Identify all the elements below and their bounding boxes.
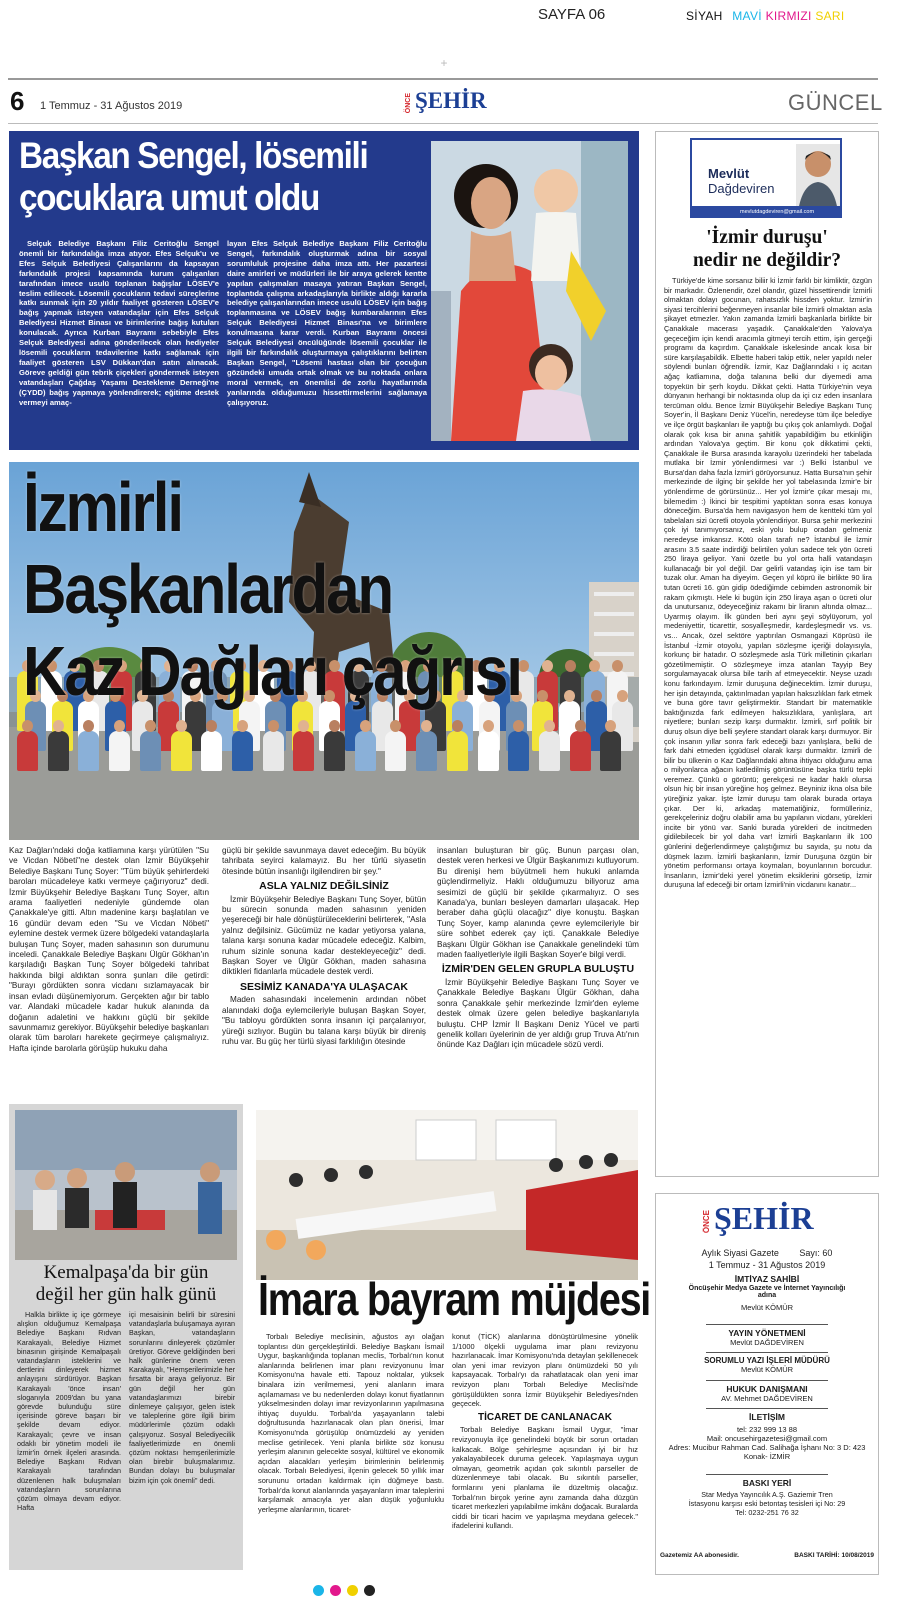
title-line-1: İzmirli Başkanlardan: [23, 468, 393, 628]
imprint-rule-5: [706, 1474, 828, 1475]
author-email[interactable]: mevlutdagdeviren@gmail.com: [740, 209, 815, 215]
imprint-editor: [656, 1328, 878, 1347]
crowd-person-body: [416, 731, 437, 771]
crowd-person-head: [237, 720, 248, 732]
author-name-line-1: Mevlüt: [708, 166, 750, 181]
logo-small-text: ÖNCE: [405, 93, 412, 114]
crowd-person-body: [478, 731, 499, 771]
author-name-line-2: Dağdeviren: [708, 181, 775, 196]
kaz-daglari-col1: [9, 846, 209, 1096]
column-title: [660, 226, 874, 272]
sengel-photo-illustration: [431, 141, 628, 441]
kaz-sub-1: ASLA YALNIZ DEĞİLSİNİZ: [259, 880, 389, 893]
dot-yellow: [347, 1585, 358, 1596]
torbali-photo-illustration: [256, 1110, 638, 1280]
page-label: SAYFA 06: [538, 6, 606, 23]
crowd-person-head: [575, 720, 586, 732]
crowd-person-head: [483, 720, 494, 732]
owner-org: Öncüşehir Medya Gazete ve İnternet Yayıncılığı adına: [688, 1285, 846, 1299]
kemalpasa-title: [13, 1262, 239, 1306]
crowd-person-body: [78, 731, 99, 771]
torbali-col2-text-b: Torbalı Belediye Başkanı İsmail Uygur, "İmar revizyonuyla ilçe genelindeki büyük bir sorun ortadan kalkacak. Bölge şehirleşme açısından iyi bir hız yakalayabilecek duruma gelecek. Yapılaşmaya uygun olmayan, geometrik açıdan çok sıkıntılı parseller de düzenlenmeye tabi olacak. Bu sıkıntılı parseller, formlarını yeni planlama ile düzeltmiş olacağız. Torbalı'nın birçok yerine aynı zamanda daha düzgün ticaret merkezleri yapılabilme imkânı doğacak. Buralarda ciddi bir ticari hacim ve yapılaşma meydana gelecek." ifadelerini kullandı.: [452, 1425, 638, 1531]
imprint-managing: [656, 1356, 878, 1374]
kaz-col2-text-a: güçlü bir şekilde savunmaya davet edeceğim. Bu büyük tahribata seyirci kalamayız. Bu her türlü siyasetin ötesinde bütün insanlığı ilgilendiren bir şey.": [222, 846, 426, 876]
section-title: GÜNCEL: [788, 90, 883, 115]
imprint-rule-3: [706, 1380, 828, 1381]
crowd-person-body: [293, 731, 314, 771]
header-date: 1 Temmuz - 31 Ağustos 2019: [40, 100, 183, 112]
crowd-person-head: [360, 720, 371, 732]
crowd-person-body: [385, 731, 406, 771]
managing-title: SORUMLU YAZI İŞLERİ MÜDÜRÜ: [704, 1356, 830, 1365]
article-sengel-col2: layan Efes Selçuk Belediye Başkanı Filiz Ceritoğlu Sengel, farkındalık oluşturmak adına bir sosyal sorumluluk projesine daha imza attı. Her pazartesi daire amirleri ve müdürleri ile bir araya gelerek kentte yapılan çalışmaları masaya yatıran Başkan Sengel, toplantıda çalışma arkadaşlarıyla birlikte aldığı kararla belediye çalışanlarından imece usulü LÖSEV için bağış toplanmasına ve LÖSEV bağış kumbaralarının Efes Selçuk Belediyesi Hizmet Binası'na ve birimlere konulmasına karar verdi. Kurban Bayramı öncesi Selçuk Belediyesi öncülüğünde lösemili çocuklar ile ilgili bir farkındalık oluşturmaya çalıştıklarını belirten Başkan Sengel, "Lösemi hastası olan bir çocuğun gözündeki umuda ortak olmak ve bu noktada onlara moral vermek, en önemlisi de zorlu hayatlarında yanlarında olduğumuzu hissettirmelerini sağlamaya çalışıyoruz.: [227, 239, 427, 407]
contact-mail[interactable]: Mail: oncusehirgazetesi@gmail.com: [706, 1434, 828, 1443]
imprint-type-line: [656, 1248, 878, 1258]
article-sengel: [9, 131, 639, 450]
registration-dots: [313, 1585, 375, 1596]
imprint-logo-text: ŞEHİR: [714, 1200, 814, 1236]
crowd-person-body: [508, 731, 529, 771]
kaz-col1-text: Kaz Dağları'ndaki doğa katliamına karşı yürütülen "Su ve Vicdan Nöbeti"ne destek olan İzmir Büyükşehir Belediye Başkanı Tunç Soyer: "Tüm büyük şehirlerdeki baroları mücadeleye katkı vermeye çağırıyoruz" dedi. İzmir Büyükşehir Belediye Başkanı Tunç Soyer, altın arama faaliyetleri nedeniyle gündemde olan Çanakkale'ye gitti. Altın madenine karşı başlatılan ve 16 gündür devam eden "Su ve Vicdan Nöbeti" eylemine destek vermek üzere bölgedeki vatandaşlarla buluşan Tunç Soyer, maden sahasının son durumunu inceledi. Çanakkale Belediye Başkanı Ülgür Gökhan'ın karşıladığı Başkan Tunç Soyer bölgedeki tahribat hakkında bilgi aldıktan sonra şunları dile getirdi: "Burayı gördükten sonra vicdanı sızlamayacak bir insan evladı düşünemiyorum. Gerçekten ağır bir tablo var. Alandaki mücadele kadar hukuk alanında da doğanın adaletini ve hakkını güçlü bir şekilde savunmamız gerekiyor. Büyükşehir belediye başkanları olarak tüm baroları harekete geçirmeye çalışmalıyız. Hafta içinde barolarla görüşüp hukuku daha: [9, 846, 209, 1053]
kaz-sub-3: İZMİR'DEN GELEN GRUPLA BULUŞTU: [441, 963, 635, 976]
header-logo: [405, 88, 495, 116]
header-rule-bottom: [8, 123, 878, 124]
color-marks: [686, 9, 845, 23]
kaz-col2-text-b: İzmir Büyükşehir Belediye Başkanı Tunç Soyer, bütün bu sürecin sonunda maden sahasının yeniden yeşereceği bir hale dönüştürüleceklerini belirterek, "Asla yalnız değilsiniz. Gücümüz ne kadar yetiyorsa yalana, talana karşı sonuna kadar mücadele edeceğiz. Kalbim, ruhum sizinle sonuna kadar destekleyeceğiz" dedi. Başkan Soyer ve Ülgür Gökhan, maden sahasına diktikleri fidanlarla mücadele destek verdi.: [222, 894, 426, 977]
printer-info: Star Medya Yayıncılık A.Ş. Gaziemir Tren İstasyonu karşısı eski betontaş tesisleri içi No: 29 Tel: 0232-251 76 32: [688, 1490, 846, 1517]
imprint-footer: [660, 1552, 874, 1559]
article-sengel-title: [19, 135, 429, 219]
crop-mark-top: +: [440, 56, 448, 70]
imprint-box: [655, 1193, 879, 1575]
torbali-col1: Torbalı Belediye meclisinin, ağustos ayı olağan toplantısı dün gerçekleştirildi. Belediye Başkanı İsmail Uygur, başkanlığında toplanan meclis, Torbalı'nın konut alanlarında belirlenen imar planı revizyonunu İmar Komisyonu'na havale etti. Tapouz noktalar, yüksek binalara izin verilmemesi, yeni alanların imara açılamaması ve bu nedenlerden dolayı konut fiyatlarının yükselmesinden dolayı imar revizyonlarının yapılmasına ihtiyaç duyuldu. Torbalı'da yaşayanların talebi doğrultusunda hazırlanacak olan plan önerisi, İmar Komisyonu'nda görüşülüp önümüzdeki ay yeniden meclise getirilecek. Yeni planla birlikte söz konusu yerleşim alanının gelecekte sosyal, kültürel ve ekonomik açıdan alacakları yerleşim birimlerinin belirlenmiş olacak. Torbalı Belediyesi, ilçenin gelecek 50 yıllık imar sorununu ortadan kaldırmak için düğmeye bastı. Torbalı'da konut alanlarında yaşayanların imar taleplerini karşılamak amacıyla yer alan düşük yoğunluklu yerleşme alanlarının, ticaret-: [258, 1332, 444, 1514]
contact-tel: tel: 232 999 13 88: [736, 1425, 798, 1434]
header-rule-top: [8, 78, 878, 80]
owner-name: Mevlüt KÖMÜR: [740, 1303, 794, 1312]
imprint-rule-1: [706, 1324, 828, 1325]
editor-title: YAYIN YÖNETMENİ: [728, 1328, 806, 1338]
crowd-person-body: [355, 731, 376, 771]
dot-magenta: [330, 1585, 341, 1596]
color-black: SİYAH: [686, 9, 723, 23]
imprint-logo-small: ÖNCE: [702, 1210, 711, 1234]
contact-title: İLETİŞİM: [749, 1412, 785, 1422]
kemalpasa-col1: Halkla birlikte iç içe görmeye alışkın olduğumuz Kemalpaşa Belediye Başkanı Rıdvan Karakayalı, Belediye Hizmet binasının girişinde Kemalpaşalı vatandaşların isteklerini ve dertlerini dinleyerek hizmet anlayışını sürdürüyor. Başkan Karakayalı 'önce insan' sloganıyla 2009'dan bu yana görevde bulunduğu süre içerisinde göreve başarı bir şekilde devam ediyor. Karakayalı; çevre ve insan odaklı bir yönetim modeli ile İzmir'in örnek ilçeleri arasında. Belediye Başkanı Rıdvan Karakayalı tarafından düzenlenen halk buluşmaları vatandaşların sorunlarına çözüm olmaya devam ediyor. Hafta: [17, 1310, 121, 1513]
kemalpasa-col2: içi mesaisinin belirli bir süresini vatandaşlarla buluşamaya ayıran Başkan, vatandaşların sorunlarını dinleyerek çözümler üretiyor. Göreve geldiğinden beri halk günlerine önem veren Karakayalı, "Hemşerilerimizle her fırsatta bir araya geliyoruz. Bir gün değil her gün vatandaşlarımızı birebir dinlemeye çalışıyor, gelen istek ve taleplerine göre ilgili birim müdürlerimle çözüm odaklı çalışıyoruz. Sosyal Belediyecilik faaliyetlerimizde en önemli çözüm noktası hemşerilerimizle olan birebir buluşmalarımız. Bundan dolayı bu buluşmalar bizim için çok önemli" dedi.: [129, 1310, 235, 1485]
kaz-col3-text-b: İzmir Büyükşehir Belediye Başkanı Tunç Soyer ve Çanakkale Belediye Başkanı Ülgür Gökhan, daha sonra Çanakkale şehir merkezinde İzmir'den eyleme destek olmak üzere gelen belediye başkanlarıyla buluştu. CHP İzmir İl Başkanı Deniz Yücel ve parti genelik kolları üyelerinin de yer aldığı grup Truva Atı'nın önünde Kaz Dağları için mücadele sözü verdi.: [437, 977, 639, 1050]
crowd-person-head: [452, 720, 463, 732]
torbali-meclis-photo: [256, 1110, 638, 1280]
managing-name: Mevlüt KÖMÜR: [740, 1365, 794, 1374]
agency-membership: Gazetemiz AA abonesidir.: [660, 1552, 739, 1559]
dot-cyan: [313, 1585, 324, 1596]
kaz-daglari-title: [23, 466, 639, 712]
crowd-person-head: [145, 720, 156, 732]
imprint-legal: [656, 1384, 878, 1403]
logo-text: ŞEHİR: [415, 88, 487, 113]
column-text: Türkiye'de kime sorsanız biliir ki İzmir farklı bir kimliktir, özgün bir markadır. Özlenendir, özel olandır, güzel hissettirendir İzmirli olmaktan dolayı gocunan, rahatsızlık hissden yoktur. İzmir'in siyasi tercihlerini beğenmeyen insanlar bile İzmirli olmaktan asla şikayet etmezler. Yakın zamanda İzmirli başkanlarla birlikte bir Çanakkale macerası yaşadık. Çanakkale'den Yalova'ya geçeceğim için kendi aracımla gitmeyi tercih ettim, işin gerçeği programı da kaçırdım. Çanakkale iskelesinde ancak kısa bir süre karşılaşabildik. Elbette haberi takip ettik, neler yapıldı neler söylendi bunları öğrendik. İzmir, Kaz Dağlarındaki ı iç acıtan ağaç katliamına, doğa talanına belki dur diyemedi ama topyekün bir şerh koydu. Dikkat çekti. Hatta Türkiye'nin veya dünyanın herhangi bir noktasında olup da içi cız eden insanlara tercüman oldu. Bence İzmir Büyükşehir Belediye Başkanı Tunç Soyer'in, İl Başkanı Deniz Yücel'in, neredeyse tüm ilçe belediye ve ilçe örgüt başkanları ile yaptığı bu çıkış çok anlamlıydı. Doğal olarak çok kısa bir anına şahitlik yapabildiğim bu etkinliğin ardından Yalova'ya geçtim. Bir konu çok dikkatimi çekti, Çanakkale ile Bursa arasında karayolu üzerindeki her tabelada mutlaka bir İzmir yönlendirmesi var :) Belki İstanbul ve Bursa'dan daha fazla İzmir'i görüyorsunuz. Hatta Bursa'nın şehir merkezinde de ilginç bir şekilde her yol tabelasında İzmir'e bir yönlendirme de görürsünüz... Her yol İzmir'e çıkar mesajı mı, bilemedim :) İkinci bir tespitimi yaptıktan sonra esas konuya döneceğim. Bursa'da hem navigasyon hem de kentteki tüm yol tabelaları sizi ücretli otoyola yönlendiriyor. Bursa şehir merkezini çok iyi tanımıyorsanız, eski yolu bulup oradan gelmeniz neredeyse imkansız. Kötü olan tarafı ne? İstanbul ile İzmir arasını 3.5 saate indirdiği belirtilen yolun sadece tek yön ücreti 250 liraya geliyor. Yani özetle bu yol orta halli vatandaşın kullanacağı bir yol değil. Dar gelirli vatandaş için ise tam bir tuzak olur. Aman ha diyeyim. Geçen yıl köprü ile birlikte 90 lira tutan ücreti 16. gün gidip ödediğimde cebimden astronomik bir rakam çıkmıştı. Hele ki bugün için 250 liraya aşan o ücreti olur da unutursanız, ödeyeceğiniz rakamı bir liranın altında olmaz... Uyarmış olayım. İlk günden beri aynı şeyi söylüyorum, yol medeniyettir, ticarettir, sosyalleşmedir, kardeşleşmedir vs. vs. vs... Ancak, özel sektöre yaptırılan Osmangazi Köprüsü ile İstanbul -İzmir otoyolu, yapılan sözleşme içeriği dolayısıyla, korkunç bir hatadır. O sözleşmede asla Türk milletinin çıkarları gözetilmemiştir. O sözleşmeye imza atanlan Tayyip Bey sorgulamayacak olursa bile tarih af etmeyecektir. Neyse uzadı konu farkındayım. İzmir duruşuna değinecektim. İzmir duruşu, her işin detayında, çaktırılmadan yapılan haksızlıkları fark etmek ve buna göre tavır geliştirmektir. Standart bir matematikle baktığınızda fark edilmeyen haksızlıklara, yanlışlara, art niyetlere; bunları sezip karşı durmaktır. İzmirli, sırf politik bir duruş olsun diye belli şeylere standart olarak karşı durmuyor. Bir çok insanın yıllar sonra fark edeceği bazı yanlışlara, belki de fark dahi etmeden içgüdüsel olarak karşı durmaktır. İzmirli de bilir bu ülkenin o Kaz Dağlarındaki altına ihtiyacı olduğunu ama o milyonlarca ağacın katledilmiş görüntüsüne başka türlü tepki veremez. Çünkü o görüntü; gerekçesi ne kadar haklı olursa olsun hiç bir insan yüreğine hoş gelmez. Beyniniz ikna olsa bile yüreğiniz yakar. İşte İzmir duruşu tam olarak burada ortaya çıkar. Der ki, arkadaş matematiğiniz, formülleriniz, gerekçeleriniz doğru olabilir ama bu yapılanın vicdanı, yürekleri incite bir yönü var. Sanki burada yürekleri de incitmeden gidilebilecek bir yol daha var! İzmirli Başkanların ilk 100 günlerini değerlendirmeye çalıştığımız bu sayıda, şu notu da düşmek lazım. İzmirli başkanların, İzmir Duruşuna özgün bir yönetim performansı ortaya koymaları, boyunlarının borcudur. İnsanların, İzmir'deki yerel yönetim eksiklerini görsetip, İzmir duruşuna laf edeceği bir ortam İzmirli'nin vicdanını kanatır...: [664, 276, 872, 890]
crowd-person-body: [48, 731, 69, 771]
title-line-2: değil her gün halk günü: [35, 1284, 217, 1305]
imprint-rule-4: [706, 1408, 828, 1409]
author-photo: [796, 144, 840, 212]
page-number: 6: [10, 86, 25, 116]
issue-number: Sayı: 60: [799, 1248, 833, 1258]
torbali-col2: [452, 1332, 638, 1570]
article-sengel-col1: Selçuk Belediye Başkanı Filiz Ceritoğlu Sengel önemli bir farkındalığa imza atıyor. Efes Selçuk'u ve Efes Selçuk Belediyesi Çalışanlarını da kapsayan farkındalık projesi kapsamında kurum çalışanları tarafından imece usulü toplanan bağışlar LÖSEV'e teslim edilecek. Lösemili çocukların tedavi süreçlerine katkı sunmak için 20 yıldır faaliyet gösteren LÖSEV'e bağış yapmak isteyen vatandaşlar için Efes Selçuk Belediyesi Hizmet Binası ve birimlerine bağış kutuları konulacak. Ayrıca Kurban Bayramı sebebiyle Efes Selçuk Belediyesi adına gönderilecek olan hediyeler lösemili çocukların tedavilerine katkı sağlamak için faaliyet gösteren LSV Dükkan'dan satın alınacak. Göreve geldiği gün tebrik çiçekleri göndermek isteyen vatandaşları Çağdaş Yaşamı Destekleme Derneği'ne (ÇYDD) bağış yapmaya yönlendirerek; eğitime destek vermeyi amaç-: [19, 239, 219, 407]
author-badge: [690, 138, 842, 218]
title-line-2: nedir ne değildir?: [692, 250, 842, 271]
color-cyan: MAVİ: [732, 9, 762, 23]
title-line-2: Kaz Dağları çağrısı: [23, 632, 521, 710]
paper-type: Aylık Siyasi Gazete: [701, 1248, 779, 1258]
crowd-person-body: [600, 731, 621, 771]
imprint-date: 1 Temmuz - 31 Ağustos 2019: [708, 1260, 826, 1270]
crowd-person-body: [17, 731, 38, 771]
torbali-col2-text-a: konut (TİCK) alanlarına dönüştürülmesine yönelik 1/1000 ölçekli uygulama imar planı revizyonu hazırlanacak. İmar Komisyonu'nda detaylan şekillenecek olan yeni imar revizyon planı önümüzdeki 50 yılı kapsayacak. Torbalı'yı da rahatlatacak olan yeni imar revizyon planı Torbalı Belediye Meclisi'nde görüşüldükten sonra İzmir Büyükşehir Belediyesi'nden geçecek.: [452, 1332, 638, 1409]
imprint-rule-2: [706, 1352, 828, 1353]
title-line-1: Başkan Sengel, lösemili: [19, 135, 368, 176]
torbali-sub: TİCARET DE CANLANACAK: [478, 1411, 612, 1423]
contact-address: Adres: Mucibur Rahman Cad. Salihağa İşhanı No: 3 D: 423 Konak- İZMİR: [668, 1443, 866, 1461]
crowd-person-body: [539, 731, 560, 771]
crowd-person-head: [53, 720, 64, 732]
crowd-person-body: [570, 731, 591, 771]
column-box: [655, 131, 879, 1177]
crowd-person-body: [201, 731, 222, 771]
kemalpasa-photo: [15, 1110, 237, 1260]
kaz-daglari-photo: [9, 462, 639, 840]
crowd-person-head: [268, 720, 279, 732]
title-line-1: Kemalpaşa'da bir gün: [43, 1262, 209, 1283]
kaz-sub-2: SESİMİZ KANADA'YA ULAŞACAK: [240, 980, 408, 993]
crowd-person-head: [22, 720, 33, 732]
kaz-col3-text-a: insanları buluşturan bir güç. Bunun parçası olan, destek veren herkesi ve Ülgür Başkanımızı kutluyorum. Bu direnişi hem büyütmeli hem hukuki anlamda güçlendirmeliyiz. Haklı olduğumuzu biliyoruz ama sesimizi de güçlü bir şekilde çıkarmalıyız. O ses Kanada'ya, bunları besleyen damarları ulaşacak. Hep beraber daha güçlü olacağız" diye konuştu. Başkan Tunç Soyer, kamp alanında çevre eylemcileriyle bir süre sohbet ederek çay içti. Çanakkale Belediye Başkanı Ülgür Gökhan ise Çanakkale genelindeki tüm maden faaliyetleriyle ilgili Başkan Soyer'e bilgi verdi.: [437, 846, 639, 960]
crowd-person-head: [421, 720, 432, 732]
crowd-person-body: [447, 731, 468, 771]
legal-title: HUKUK DANIŞMANI: [726, 1384, 808, 1394]
sengel-photo: [431, 141, 628, 441]
kaz-daglari-col3: [437, 846, 639, 1096]
crowd-person-body: [324, 731, 345, 771]
imprint-contact: [656, 1412, 878, 1461]
author-portrait: [796, 144, 840, 212]
crowd-person-head: [114, 720, 125, 732]
kaz-daglari-col2: [222, 846, 426, 1096]
crowd-person-body: [109, 731, 130, 771]
legal-name: AV. Mehmet DAĞDEVİREN: [721, 1394, 813, 1403]
crowd-person-body: [140, 731, 161, 771]
imprint-logo: [696, 1202, 840, 1238]
crowd-person-head: [544, 720, 555, 732]
owner-title: İMTİYAZ SAHİBİ: [734, 1274, 800, 1284]
dot-black: [364, 1585, 375, 1596]
crowd-person-head: [329, 720, 340, 732]
crowd-person-body: [263, 731, 284, 771]
editor-name: Mevlüt DAĞDEVİREN: [730, 1338, 804, 1347]
color-magenta: KIRMIZI: [765, 9, 812, 23]
torbali-title: İmara bayram müjdesi: [258, 1273, 650, 1325]
crowd-person-body: [171, 731, 192, 771]
color-yellow: SARI: [815, 9, 845, 23]
imprint-owner: [656, 1274, 878, 1312]
kemalpasa-photo-illustration: [15, 1110, 237, 1260]
article-kemalpasa: [9, 1104, 243, 1570]
imprint-print: [656, 1478, 878, 1519]
print-date: BASKI TARİHİ: 10/08/2019: [794, 1552, 874, 1559]
title-line-2: çocuklara umut oldu: [19, 177, 320, 218]
crowd-person-body: [232, 731, 253, 771]
print-title: BASKI YERİ: [742, 1478, 792, 1488]
crowd-person-head: [176, 720, 187, 732]
title-line-1: 'İzmir duruşu': [706, 227, 828, 248]
kaz-col2-text-c: Maden sahasındaki incelemenin ardından nöbet alanındaki doğa eylemcileriyle buluşan Başkan Soyer, "Bu tabloyu gördükten sonra insanın içi parçalanıyor, yüreği sızlıyor. Bugün bu talana karşı büyük bir direniş ruhu var. Bu güç her türlü siyasi farklılığın ötesinde: [222, 995, 426, 1046]
